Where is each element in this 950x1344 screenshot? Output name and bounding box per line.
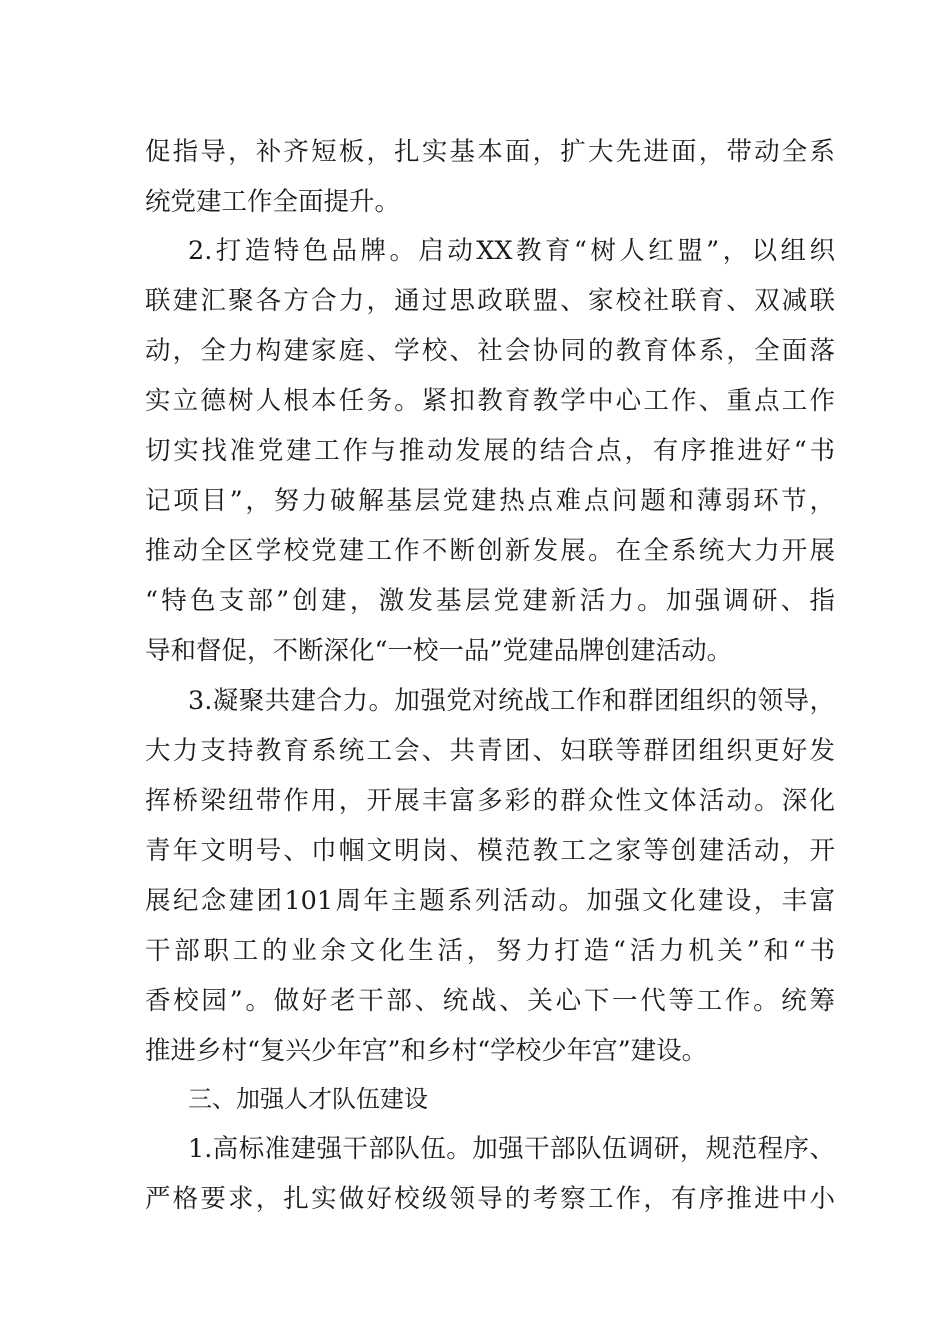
text-line: 干部职工的业余文化生活，努力打造“活力机关”和“书	[145, 936, 835, 966]
text-line: 动，全力构建家庭、学校、社会协同的教育体系，全面落	[145, 336, 835, 366]
text-line: 严格要求，扎实做好校级领导的考察工作，有序推进中小	[145, 1184, 835, 1214]
paragraph-first-line: 1.高标准建强干部队伍。加强干部队伍调研，规范程序、	[188, 1134, 835, 1164]
text-line: 促指导，补齐短板，扎实基本面，扩大先进面，带动全系	[145, 137, 835, 167]
paragraph-first-line: 3.凝聚共建合力。加强党对统战工作和群团组织的领导，	[188, 686, 835, 716]
text-line: 联建汇聚各方合力，通过思政联盟、家校社联育、双减联	[145, 286, 835, 316]
text-line: 推进乡村“复兴少年宫”和乡村“学校少年宫”建设。	[145, 1036, 708, 1066]
text-line: 切实找准党建工作与推动发展的结合点，有序推进好“书	[145, 436, 835, 466]
section-heading: 三、加强人才队伍建设	[188, 1085, 428, 1113]
text-line: “特色支部”创建，激发基层党建新活力。加强调研、指	[145, 586, 835, 616]
text-line: 香校园”。做好老干部、统战、关心下一代等工作。统筹	[145, 986, 835, 1016]
text-line: 大力支持教育系统工会、共青团、妇联等群团组织更好发	[145, 736, 835, 766]
text-line: 展纪念建团101周年主题系列活动。加强文化建设，丰富	[145, 886, 835, 916]
text-line: 青年文明号、巾帼文明岗、模范教工之家等创建活动，开	[145, 836, 835, 866]
text-line: 实立德树人根本任务。紧扣教育教学中心工作、重点工作	[145, 386, 835, 416]
text-line: 挥桥梁纽带作用，开展丰富多彩的群众性文体活动。深化	[145, 786, 835, 816]
text-line: 统党建工作全面提升。	[145, 187, 401, 217]
text-line: 推动全区学校党建工作不断创新发展。在全系统大力开展	[145, 536, 835, 566]
text-line: 记项目”，努力破解基层党建热点难点问题和薄弱环节，	[145, 486, 835, 516]
text-line: 导和督促，不断深化“一校一品”党建品牌创建活动。	[145, 636, 733, 666]
paragraph-first-line: 2.打造特色品牌。启动XX教育“树人红盟”，以组织	[188, 236, 835, 266]
